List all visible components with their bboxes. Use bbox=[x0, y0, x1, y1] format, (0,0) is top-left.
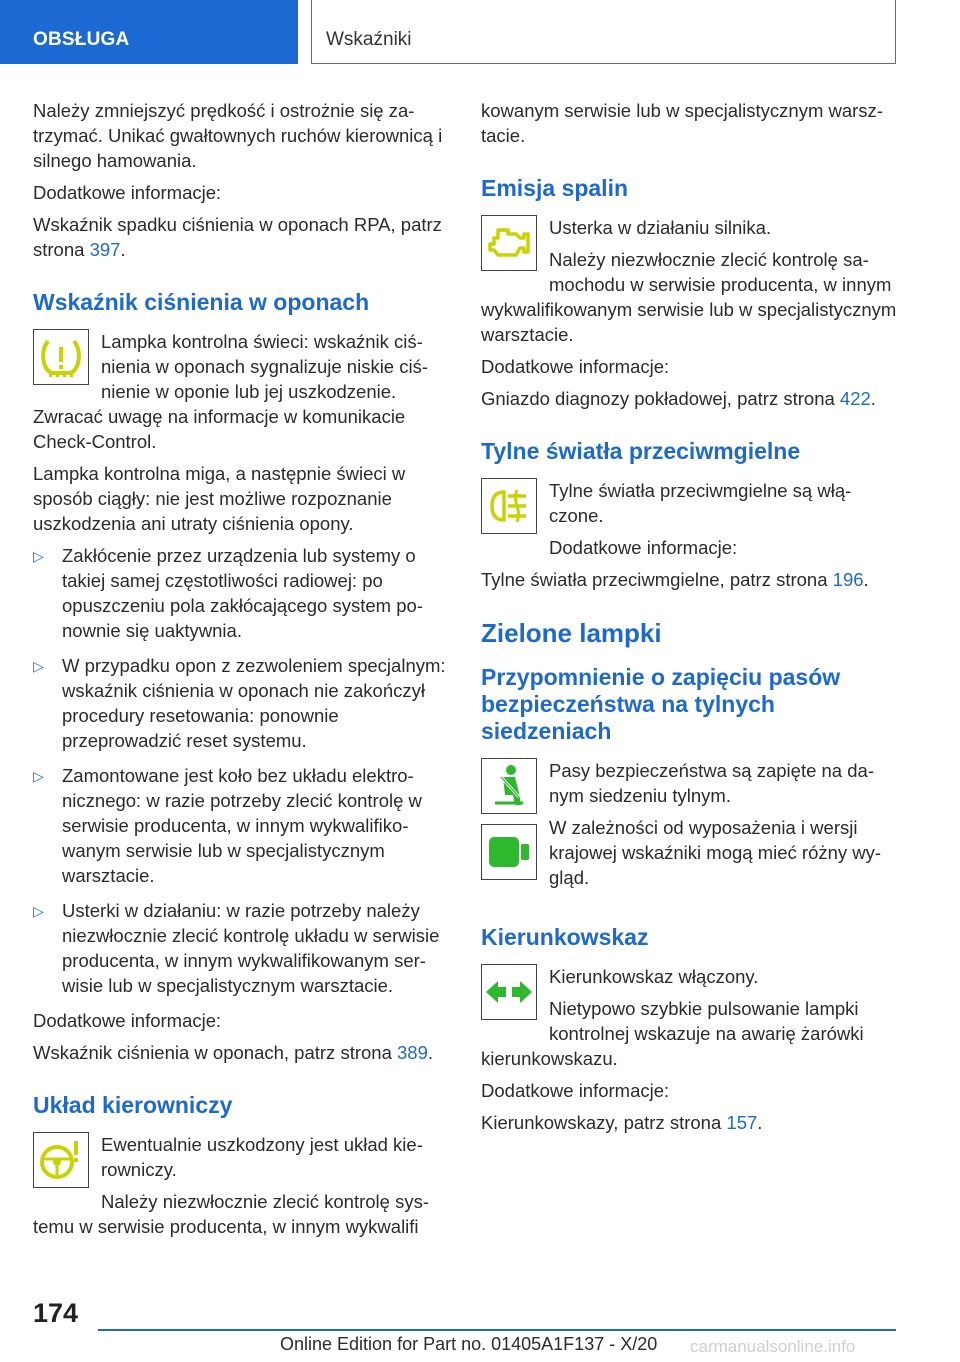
bullet-list bbox=[33, 543, 449, 998]
paragraph: W zależności od wyposażenia i wersji krajowej wskaźniki mogą mieć różny wygląd. bbox=[549, 817, 882, 888]
paragraph: Nietypowo szybkie pulsowanie lampki kontrolnej wskazuje na awarię żarówki kierunkowskazu. bbox=[481, 998, 864, 1069]
triangle-bullet-icon: ▷ bbox=[33, 658, 44, 674]
triangle-bullet-icon: ▷ bbox=[33, 548, 44, 564]
heading-tire-pressure: Wskaźnik ciśnienia w oponach bbox=[33, 289, 370, 315]
icon-stack bbox=[481, 758, 537, 880]
list-item: ▷ Zakłócenie przez urządzenia lub systemy o takiej samej częstotliwości radiowej: po opuszczeniu pola zakłócającego system ponownie się uaktywnia. bbox=[33, 545, 423, 641]
paragraph: Wskaźnik ciśnienia w oponach, patrz strona 389. bbox=[33, 1042, 434, 1063]
watermark: carmanualsonline.info bbox=[690, 1337, 856, 1356]
triangle-bullet-icon: ▷ bbox=[33, 903, 44, 919]
heading-green-lamps: Zielone lampki bbox=[481, 618, 662, 648]
list-item: ▷ W przypadku opon z zezwoleniem specjalnym: wskaźnik ciśnienia w oponach nie zakończył procedury resetowania: ponownie przeprowadzić reset systemu. bbox=[33, 655, 446, 751]
footer-divider bbox=[98, 1329, 896, 1331]
paragraph: Należy niezwłocznie zlecić kontrolę samochodu w serwisie producenta, w innym wykwalifikowanym serwisie lub w specjalistycznym warsztacie. bbox=[481, 249, 897, 345]
paragraph: Dodatkowe informacje: bbox=[549, 537, 738, 558]
paragraph: Lampka kontrolna świeci: wskaźnik ciśnienia w oponach sygnalizuje niskie ciśnienie w oponie lub jej uszkodzenie. Zwracać uwagę na informacje w komunikacie Check-Control. bbox=[33, 331, 429, 452]
heading-turn-signal: Kierunkowskaz bbox=[481, 924, 649, 950]
paragraph: kowanym serwisie lub w specjalistycznym warsztacie. bbox=[481, 100, 883, 146]
steering-warning-icon bbox=[33, 1132, 89, 1188]
turn-signal-icon bbox=[481, 964, 537, 1020]
paragraph: Dodatkowe informacje: bbox=[33, 182, 222, 203]
heading-emission: Emisja spalin bbox=[481, 175, 629, 201]
paragraph: Kierunkowskaz włączony. bbox=[549, 966, 759, 987]
paragraph: Pasy bezpieczeństwa są zapięte na danym siedzeniu tylnym. bbox=[549, 760, 874, 806]
tire-pressure-warning-icon bbox=[33, 329, 89, 385]
chapter-title: Wskaźniki bbox=[326, 29, 412, 50]
seatbelt-icon bbox=[481, 758, 537, 814]
page-link[interactable]: 422 bbox=[839, 388, 871, 409]
paragraph: Tylne światła przeciwmgielne są włączone. bbox=[549, 480, 852, 526]
list-item: ▷ Zamontowane jest koło bez układu elektronicznego: w razie potrzeby zlecić kontrolę w serwisie producenta, w innym wykwalifikowanym serwisie lub w specjalistycznym warsztacie. bbox=[33, 765, 422, 886]
rear-seat-indicator-icon bbox=[481, 824, 537, 880]
page-number: 174 bbox=[33, 1298, 79, 1328]
section-title: OBSŁUGA bbox=[33, 29, 130, 50]
rear-fog-light-icon bbox=[481, 478, 537, 534]
page-link[interactable]: 389 bbox=[397, 1042, 428, 1063]
heading-seatbelt: Przypomnienie o zapięciu pasów bezpieczeństwa na tylnych siedzeniach bbox=[481, 664, 841, 744]
paragraph: Należy niezwłocznie zlecić kontrolę systemu w serwisie producenta, w innym wykwalifi bbox=[33, 1191, 429, 1237]
page-link[interactable]: 157 bbox=[726, 1112, 758, 1133]
paragraph: Dodatkowe informacje: bbox=[33, 1010, 222, 1031]
paragraph: Należy zmniejszyć prędkość i ostrożnie się zatrzymać. Unikać gwałtownych ruchów kierownicą i silnego hamowania. bbox=[33, 100, 443, 171]
right-column bbox=[481, 98, 897, 1142]
paragraph: Lampka kontrolna miga, a następnie świeci w sposób ciągły: nie jest możliwe rozpoznanie uszkodzenia ani utraty ciśnienia opony. bbox=[33, 463, 406, 534]
heading-steering: Układ kierowniczy bbox=[33, 1092, 233, 1118]
left-column bbox=[33, 98, 449, 1246]
heading-rear-fog: Tylne światła przeciwmgielne bbox=[481, 438, 801, 464]
page-link[interactable]: 196 bbox=[832, 569, 864, 590]
chapter-tab bbox=[311, 0, 896, 64]
paragraph: Gniazdo diagnozy pokładowej, patrz strona 422. bbox=[481, 388, 876, 409]
footer-edition: Online Edition for Part no. 01405A1F137 - X/20 bbox=[280, 1334, 658, 1354]
page-link[interactable]: 397 bbox=[89, 239, 121, 260]
paragraph: Dodatkowe informacje: bbox=[481, 356, 670, 377]
paragraph: Ewentualnie uszkodzony jest układ kierowniczy. bbox=[101, 1134, 423, 1180]
paragraph: Wskaźnik spadku ciśnienia w oponach RPA, patrz strona 397. bbox=[33, 214, 442, 260]
check-engine-icon bbox=[481, 215, 537, 271]
paragraph: Tylne światła przeciwmgielne, patrz strona 196. bbox=[481, 569, 869, 590]
list-item: ▷ Usterki w działaniu: w razie potrzeby należy niezwłocznie zlecić kontrolę układu w serwisie producenta, w innym wykwalifikowanym serwisie lub w specjalistycznym warsztacie. bbox=[33, 900, 440, 996]
section-tab bbox=[0, 0, 298, 64]
paragraph: Usterka w działaniu silnika. bbox=[549, 217, 772, 238]
triangle-bullet-icon: ▷ bbox=[33, 768, 44, 784]
paragraph: Kierunkowskazy, patrz strona 157. bbox=[481, 1112, 763, 1133]
paragraph: Dodatkowe informacje: bbox=[481, 1080, 670, 1101]
